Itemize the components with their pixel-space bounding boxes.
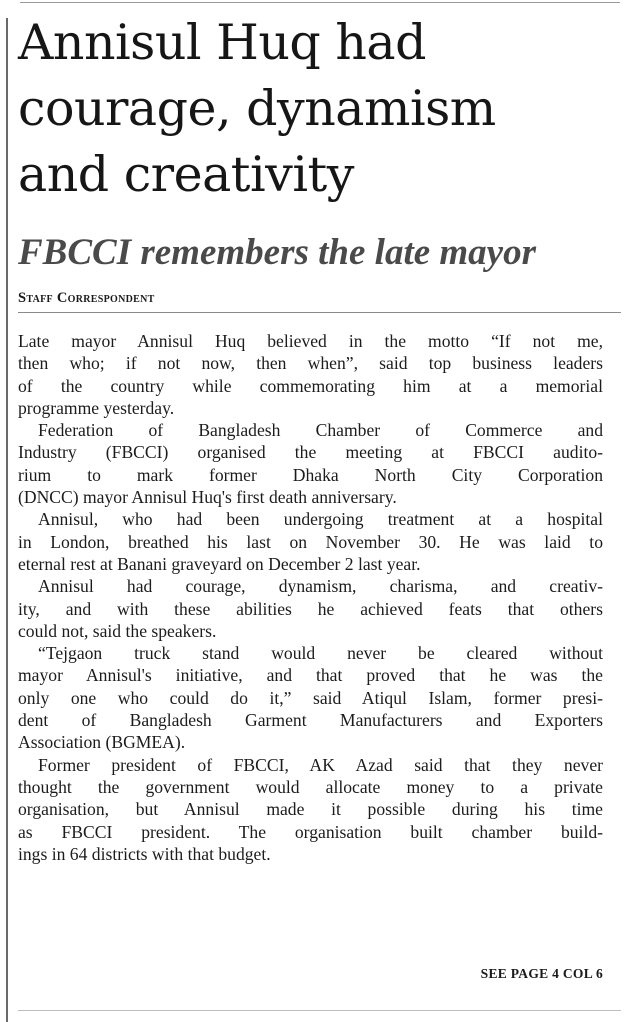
body-line: Late mayor Annisul Huq believed in the motto “If not me, (18, 331, 603, 351)
headline-line: and creativity (18, 146, 354, 203)
body-line: as FBCCI president. The organisation built chamber build- (18, 821, 603, 842)
body-line: ings in 64 districts with that budget. (18, 843, 271, 864)
byline-rule (18, 312, 621, 313)
headline-line: courage, dynamism (18, 80, 496, 137)
body-line: dent of Bangladesh Garment Manufacturers and Exporters (18, 710, 603, 731)
column-rule (6, 18, 8, 1022)
body-line: Federation of Bangladesh Chamber of Commerce and (38, 420, 603, 441)
body-line: mayor Annisul's initiative, and that proved that he was the (18, 665, 603, 686)
body-line: thought the government would allocate money to a private (18, 776, 603, 797)
bottom-rule (18, 1010, 621, 1011)
body-line: Association (BGMEA). (18, 732, 186, 753)
byline: Staff Correspondent (18, 290, 155, 306)
body-line: programme yesterday. (18, 397, 175, 418)
body-line: only one who could do it,” said Atiqul Islam, former presi- (18, 687, 603, 708)
body-line: Annisul, who had been undergoing treatment at a hospital (38, 509, 603, 530)
continuation-label: SEE PAGE 4 COL 6 (480, 966, 603, 981)
article-body (18, 330, 603, 865)
top-rule (20, 2, 620, 3)
body-line: eternal rest at Banani graveyard on December 2 last year. (18, 553, 421, 574)
body-line: Industry (FBCCI) organised the meeting at FBCCI audito- (18, 442, 603, 463)
body-line: in London, breathed his last on November 30. He was laid to (18, 531, 603, 552)
body-line: “Tejgaon truck stand would never be cleared without (38, 643, 603, 664)
subheadline: FBCCI remembers the late mayor (18, 232, 536, 273)
headline (18, 10, 618, 208)
body-line: of the country while commemorating him at a memorial (18, 375, 603, 396)
body-line: rium to mark former Dhaka North City Corporation (18, 464, 603, 485)
body-line: then who; if not now, then when”, said top business leaders (18, 353, 603, 374)
body-line: organisation, but Annisul made it possible during his time (18, 799, 603, 820)
headline-line: Annisul Huq had (18, 14, 426, 71)
body-line: Annisul had courage, dynamism, charisma, and creativ- (38, 576, 603, 597)
body-line: (DNCC) mayor Annisul Huq's first death anniversary. (18, 487, 397, 508)
body-line: could not, said the speakers. (18, 620, 217, 641)
body-line: Former president of FBCCI, AK Azad said that they never (38, 754, 603, 775)
body-line: ity, and with these abilities he achieved feats that others (18, 598, 603, 619)
